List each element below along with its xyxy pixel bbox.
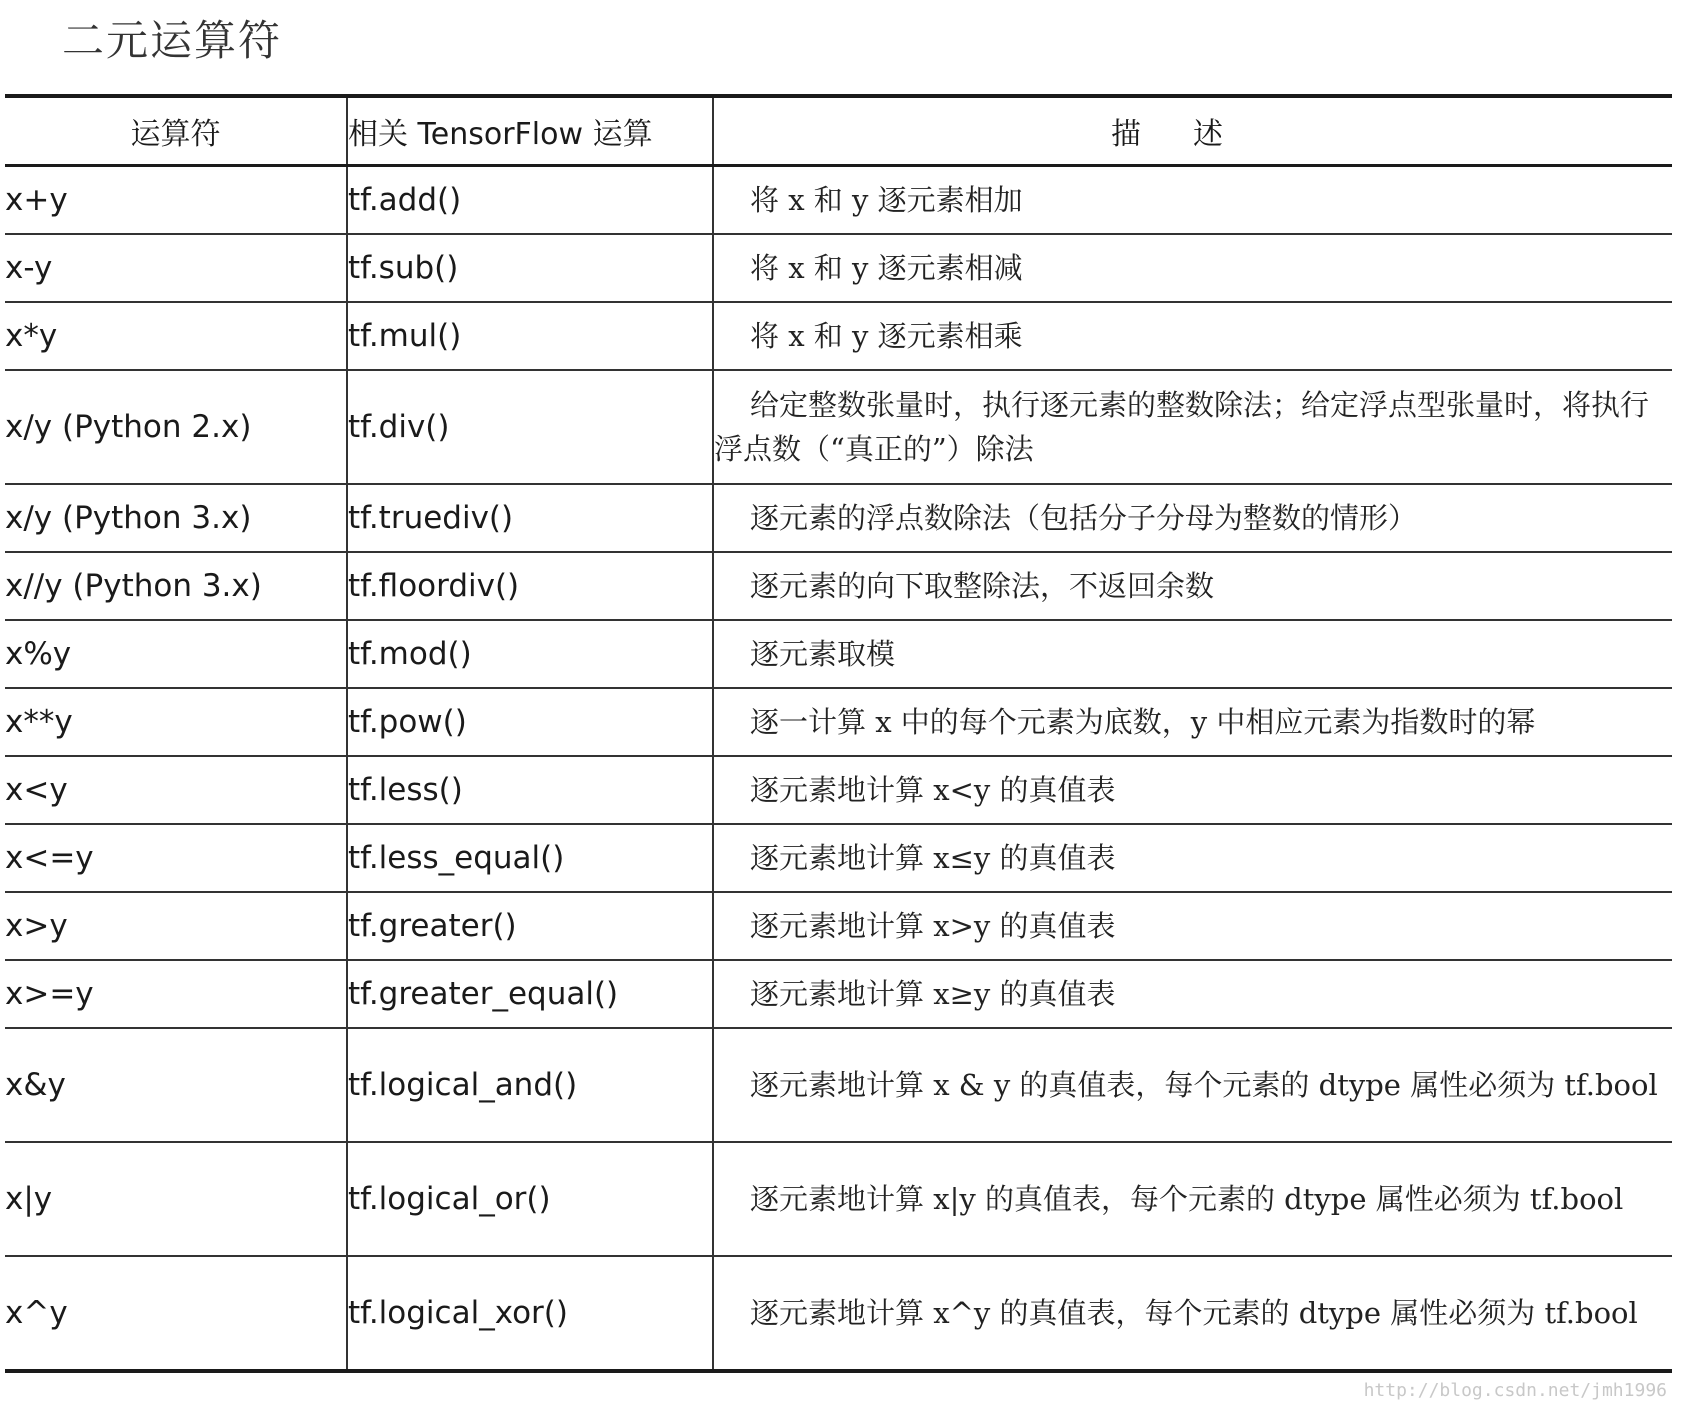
tf-op-cell: tf.mod() [347,620,713,688]
tf-op-cell: tf.greater_equal() [347,960,713,1028]
operator-cell: x-y [5,234,347,302]
tf-op-cell: tf.pow() [347,688,713,756]
tf-op-cell: tf.sub() [347,234,713,302]
table-row [5,234,1672,302]
description-cell: 将 x 和 y 逐元素相减 [713,234,1672,302]
table-row [5,1256,1672,1371]
operator-cell: x+y [5,166,347,235]
watermark: http://blog.csdn.net/jmh1996 [1363,1380,1667,1401]
tf-op-cell: tf.greater() [347,892,713,960]
description-cell: 逐元素地计算 x≥y 的真值表 [713,960,1672,1028]
operator-cell: x**y [5,688,347,756]
tf-op-cell: tf.logical_and() [347,1028,713,1142]
operator-cell: x>y [5,892,347,960]
operator-cell: x<=y [5,824,347,892]
table-row [5,960,1672,1028]
operator-cell: x/y (Python 3.x) [5,484,347,552]
operator-cell: x/y (Python 2.x) [5,370,347,484]
tf-op-cell: tf.floordiv() [347,552,713,620]
page-title: 二元运算符 [62,16,283,65]
operator-cell: x*y [5,302,347,370]
description-cell: 逐元素的浮点数除法（包括分子分母为整数的情形） [713,484,1672,552]
table-row [5,484,1672,552]
table-row [5,1028,1672,1142]
description-cell: 逐元素地计算 x & y 的真值表，每个元素的 dtype 属性必须为 tf.bool [713,1028,1672,1142]
table-header-row [5,96,1672,166]
tf-op-cell: tf.less() [347,756,713,824]
description-cell: 将 x 和 y 逐元素相加 [713,166,1672,235]
operator-cell: x>=y [5,960,347,1028]
table-row [5,1142,1672,1256]
description-cell: 逐一计算 x 中的每个元素为底数，y 中相应元素为指数时的幂 [713,688,1672,756]
table-row [5,552,1672,620]
binary-operators-table [5,94,1672,1373]
tf-op-cell: tf.truediv() [347,484,713,552]
table-row [5,302,1672,370]
table-row [5,824,1672,892]
tf-op-cell: tf.logical_xor() [347,1256,713,1371]
description-cell: 逐元素地计算 x<y 的真值表 [713,756,1672,824]
operator-cell: x%y [5,620,347,688]
tf-op-cell: tf.logical_or() [347,1142,713,1256]
table-row [5,166,1672,235]
operator-cell: x<y [5,756,347,824]
operator-cell: x^y [5,1256,347,1371]
description-cell: 逐元素的向下取整除法，不返回余数 [713,552,1672,620]
header-operator: 运算符 [5,96,347,166]
description-cell: 逐元素地计算 x≤y 的真值表 [713,824,1672,892]
tf-op-cell: tf.less_equal() [347,824,713,892]
table-row [5,756,1672,824]
table-row [5,892,1672,960]
table-row [5,370,1672,484]
description-cell: 逐元素地计算 x|y 的真值表，每个元素的 dtype 属性必须为 tf.bool [713,1142,1672,1256]
header-description: 描述 [713,96,1672,166]
tf-op-cell: tf.mul() [347,302,713,370]
description-cell: 给定整数张量时，执行逐元素的整数除法；给定浮点型张量时，将执行浮点数（“真正的”）除法 [713,370,1672,484]
table-row [5,688,1672,756]
tf-op-cell: tf.add() [347,166,713,235]
header-tensorflow-op: 相关 TensorFlow 运算 [347,96,713,166]
table-row [5,620,1672,688]
tf-op-cell: tf.div() [347,370,713,484]
description-cell: 逐元素地计算 x>y 的真值表 [713,892,1672,960]
operator-cell: x|y [5,1142,347,1256]
operator-cell: x//y (Python 3.x) [5,552,347,620]
description-cell: 逐元素取模 [713,620,1672,688]
description-cell: 逐元素地计算 x^y 的真值表，每个元素的 dtype 属性必须为 tf.bool [713,1256,1672,1371]
description-cell: 将 x 和 y 逐元素相乘 [713,302,1672,370]
operator-cell: x&y [5,1028,347,1142]
